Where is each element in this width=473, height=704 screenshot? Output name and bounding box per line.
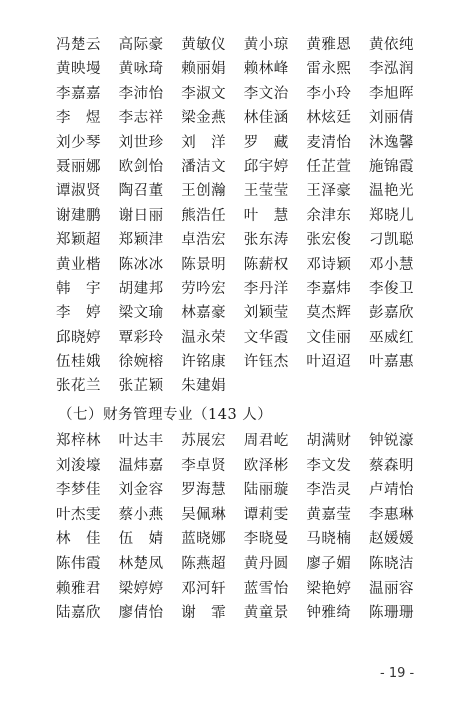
student-name: 陈燕超 bbox=[181, 555, 227, 572]
student-name: 蓝晓娜 bbox=[181, 531, 227, 548]
student-name: 聂丽娜 bbox=[56, 158, 101, 175]
student-name: 彭嘉欣 bbox=[368, 305, 414, 322]
student-name: 梁金燕 bbox=[181, 110, 227, 127]
student-name: 李俊卫 bbox=[368, 280, 414, 297]
student-name: 张芷颖 bbox=[118, 378, 164, 395]
student-name: 刘颖莹 bbox=[243, 305, 289, 322]
student-name: 欧剑怡 bbox=[118, 158, 164, 175]
student-name: 张宏俊 bbox=[306, 232, 352, 249]
student-name: 李丹洋 bbox=[243, 280, 289, 297]
student-name: 文华霞 bbox=[243, 329, 289, 346]
student-name: 沐逸馨 bbox=[368, 134, 414, 151]
student-name: 邱晓婷 bbox=[56, 329, 101, 346]
student-name: 赖丽娟 bbox=[181, 61, 227, 78]
student-name: 赖雅君 bbox=[56, 580, 101, 597]
student-name: 王泽豪 bbox=[306, 183, 352, 200]
student-name: 林 佳 bbox=[56, 531, 101, 548]
student-name: 温永荣 bbox=[181, 329, 227, 346]
student-name: 朱建娟 bbox=[181, 378, 227, 395]
student-name: 伍桂娥 bbox=[56, 354, 101, 371]
student-name: 余津东 bbox=[306, 207, 352, 224]
student-name: 黄映墁 bbox=[56, 61, 101, 78]
student-name: 陶召董 bbox=[118, 183, 164, 200]
student-name: 刘少琴 bbox=[56, 134, 101, 151]
student-name: 黄咏琦 bbox=[118, 61, 164, 78]
student-name: 李泓润 bbox=[368, 61, 414, 78]
student-name: 韩 宇 bbox=[56, 280, 101, 297]
student-name: 叶嘉惠 bbox=[368, 354, 414, 371]
student-name: 温艳光 bbox=[368, 183, 414, 200]
student-name: 林佳涵 bbox=[243, 110, 289, 127]
student-name: 李小玲 bbox=[306, 85, 352, 102]
student-name: 李惠琳 bbox=[368, 506, 414, 523]
student-name: 陈晓洁 bbox=[368, 555, 414, 572]
student-name: 覃彩玲 bbox=[118, 329, 164, 346]
student-name: 李浩灵 bbox=[306, 482, 352, 499]
student-name: 谢日丽 bbox=[118, 207, 164, 224]
student-name: 叶达丰 bbox=[118, 433, 164, 449]
student-name: 施锦霞 bbox=[368, 158, 414, 175]
student-name: 李文发 bbox=[306, 457, 352, 474]
student-name: 邓诗颖 bbox=[306, 256, 352, 273]
student-name: 黄敏仪 bbox=[181, 37, 227, 53]
student-name: 欧泽彬 bbox=[243, 457, 289, 474]
student-name: 邱宇婷 bbox=[243, 158, 289, 175]
student-name: 劳吟宏 bbox=[181, 280, 227, 297]
student-name: 文佳丽 bbox=[306, 329, 352, 346]
student-name: 赖林峰 bbox=[243, 61, 289, 78]
student-name: 蓝雪怡 bbox=[243, 580, 289, 597]
student-name: 廖子媚 bbox=[306, 555, 352, 572]
student-name: 刘世珍 bbox=[118, 134, 164, 151]
student-name: 李文治 bbox=[243, 85, 289, 102]
student-name: 叶 慧 bbox=[243, 207, 289, 224]
student-name: 叶迢迢 bbox=[306, 354, 352, 371]
student-name: 苏展宏 bbox=[181, 433, 227, 449]
name-list-previous-major bbox=[56, 33, 432, 399]
student-name: 陈伟霞 bbox=[56, 555, 101, 572]
student-name: 陆丽璇 bbox=[243, 482, 289, 499]
student-name: 陈薪权 bbox=[243, 256, 289, 273]
student-name: 罗海慧 bbox=[181, 482, 227, 499]
student-name: 温丽容 bbox=[368, 580, 414, 597]
student-name: 李卓贤 bbox=[181, 457, 227, 474]
student-name: 李梦佳 bbox=[56, 482, 101, 499]
student-name: 李淑文 bbox=[181, 85, 227, 102]
student-name: 谭淑贤 bbox=[56, 183, 101, 200]
student-name: 陈珊珊 bbox=[368, 605, 414, 622]
student-name: 吴佩琳 bbox=[181, 506, 227, 523]
student-name: 叶杰雯 bbox=[56, 506, 101, 523]
student-name: 麦清怡 bbox=[306, 134, 352, 151]
student-name: 周君屹 bbox=[243, 433, 289, 449]
section-heading-financial-management: （七）财务管理专业（143 人） bbox=[58, 407, 273, 423]
student-name: 李嘉嘉 bbox=[56, 85, 101, 102]
student-name: 刘 洋 bbox=[181, 134, 227, 151]
student-name: 谢 霏 bbox=[181, 605, 227, 622]
student-name: 王创瀚 bbox=[181, 183, 227, 200]
student-name: 胡满财 bbox=[306, 433, 352, 449]
student-name: 林炫廷 bbox=[306, 110, 352, 127]
student-name: 温炜嘉 bbox=[118, 457, 164, 474]
student-name: 李旭晖 bbox=[368, 85, 414, 102]
student-name: 莫杰辉 bbox=[306, 305, 352, 322]
student-name: 赵媛媛 bbox=[368, 531, 414, 548]
student-name: 梁艳婷 bbox=[306, 580, 352, 597]
student-name: 李志祥 bbox=[118, 110, 164, 127]
student-name: 陆嘉欣 bbox=[56, 605, 101, 622]
student-name: 谢建鹏 bbox=[56, 207, 101, 224]
student-name: 黄丹圆 bbox=[243, 555, 289, 572]
student-name: 潘洁文 bbox=[181, 158, 227, 175]
student-name: 廖倩怡 bbox=[118, 605, 164, 622]
student-name: 蔡小燕 bbox=[118, 506, 164, 523]
student-name: 邓河轩 bbox=[181, 580, 227, 597]
student-name: 刘浚壕 bbox=[56, 457, 101, 474]
student-name: 梁婷婷 bbox=[118, 580, 164, 597]
student-name: 刘丽倩 bbox=[368, 110, 414, 127]
student-name: 郑晓儿 bbox=[368, 207, 414, 224]
student-name: 李 婷 bbox=[56, 305, 101, 322]
student-name: 卓浩宏 bbox=[181, 232, 227, 249]
student-name: 谭莉雯 bbox=[243, 506, 289, 523]
student-name: 黄小琼 bbox=[243, 37, 289, 53]
student-name: 邓小慧 bbox=[368, 256, 414, 273]
student-name: 郑颖超 bbox=[56, 232, 101, 249]
student-name: 许钰杰 bbox=[243, 354, 289, 371]
student-name: 伍 婧 bbox=[118, 531, 164, 548]
student-name: 陈景明 bbox=[181, 256, 227, 273]
student-name: 马晓楠 bbox=[306, 531, 352, 548]
name-list-financial-management bbox=[56, 429, 432, 626]
student-name: 巫威红 bbox=[368, 329, 414, 346]
student-name: 李沛怡 bbox=[118, 85, 164, 102]
student-name: 刁凯聪 bbox=[368, 232, 414, 249]
student-name: 任芷萱 bbox=[306, 158, 352, 175]
student-name: 梁文瑜 bbox=[118, 305, 164, 322]
student-name: 熊浩任 bbox=[181, 207, 227, 224]
student-name: 陈冰冰 bbox=[118, 256, 164, 273]
student-name: 王莹莹 bbox=[243, 183, 289, 200]
student-name: 卢靖怡 bbox=[368, 482, 414, 499]
student-name: 蔡森明 bbox=[368, 457, 414, 474]
student-name: 李晓曼 bbox=[243, 531, 289, 548]
student-name: 张花兰 bbox=[56, 378, 101, 395]
student-name: 许铭康 bbox=[181, 354, 227, 371]
student-name: 黄依纯 bbox=[368, 37, 414, 53]
student-name: 钟雅绮 bbox=[306, 605, 352, 622]
student-name: 林楚凤 bbox=[118, 555, 164, 572]
student-name: 黄童景 bbox=[243, 605, 289, 622]
student-name: 钟锐濠 bbox=[368, 433, 414, 449]
student-name: 李嘉炜 bbox=[306, 280, 352, 297]
student-name: 张东涛 bbox=[243, 232, 289, 249]
student-name: 黄嘉莹 bbox=[306, 506, 352, 523]
student-name: 刘金容 bbox=[118, 482, 164, 499]
student-name: 胡建邦 bbox=[118, 280, 164, 297]
student-name: 郑梓林 bbox=[56, 433, 101, 449]
student-name: 林嘉豪 bbox=[181, 305, 227, 322]
student-name: 雷永熙 bbox=[306, 61, 352, 78]
page-number: - 19 - bbox=[380, 666, 415, 681]
student-name: 黄雅恩 bbox=[306, 37, 352, 53]
student-name: 郑颖津 bbox=[118, 232, 164, 249]
student-name: 高际豪 bbox=[118, 37, 164, 53]
student-name: 冯楚云 bbox=[56, 37, 101, 53]
student-name: 徐婉榕 bbox=[118, 354, 164, 371]
student-name: 李 煜 bbox=[56, 110, 101, 127]
student-name: 罗 藏 bbox=[243, 134, 289, 151]
student-name: 黄业楷 bbox=[56, 256, 101, 273]
